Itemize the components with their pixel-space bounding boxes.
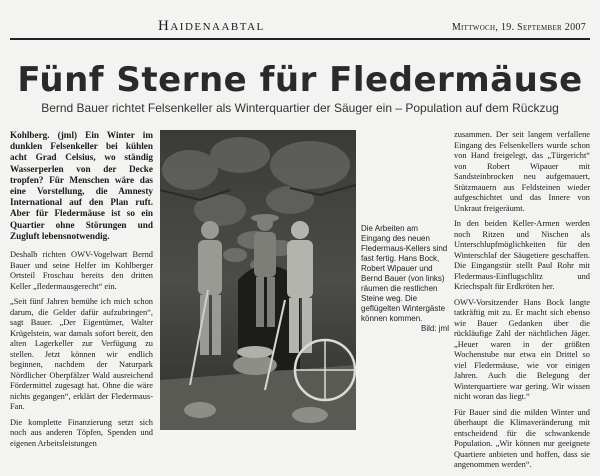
article-lead: Kohlberg. (jml) Ein Winter im dunklen Felsenkeller bei kühlen acht Grad Celsius, wo ständig Wasserperlen von der Decke tropfen? Für Menschen wäre das eine Vorstellung, die Amnesty International auf den Plan ruft. Aber für Fledermäuse ist so ein Quartier ohne Störungen und Zugluft lebensnotwendig. xyxy=(10,130,153,241)
text-column-left xyxy=(10,130,153,454)
photo-credit: Bild: jml xyxy=(420,324,449,333)
paragraph: OWV-Vorsitzender Hans Bock langte tatkräftig mit zu. Er macht sich ebenso wie Bauer Gedanken über die rückläufige Zahl der nächtlichen Jäger. „Heuer waren in der größten Wochenstube nur etwa ein Drittel so viel Fledermäuse, wie vor einigen Jahren. Auch die Belegung der Winterquartiere war gering. Wir wissen nicht woran das liegt.“ xyxy=(454,297,590,401)
text-column-right xyxy=(454,130,590,476)
paragraph: Deshalb richten OWV-Vogelwart Bernd Bauer und seine Helfer im Kohlberger Ortsteil Froschau bereits den dritten Keller „fledermausgerecht“ ein. xyxy=(10,250,153,291)
photo-caption xyxy=(361,224,449,334)
article-photo xyxy=(160,130,356,430)
caption-text: Die Arbeiten am Eingang des neuen Fledermaus-Kellers sind fast fertig. Hans Bock, Robert Wipauer und Bernd Bauer (von links) räumen die restlichen Steine weg. Die geflügelten Wintergäste können kommen. xyxy=(361,224,448,323)
issue-date: Mittwoch, 19. September 2007 xyxy=(451,22,586,33)
paragraph: zusammen. Der seit langem verfallene Eingang des Felsenkellers wurde schon von Hand freigelegt, das „Türgericht“ von Robert Wipauer mit Sandsteinbrocken neu aufgemauert, Stützmauern aus Feldsteinen wieder aufgeschichtet und das Innere von Unkraut freigeräumt. xyxy=(454,130,590,213)
article-headline: Fünf Sterne für Fledermäuse xyxy=(17,60,583,100)
article-subheadline: Bernd Bauer richtet Felsenkeller als Winterquartier der Säuger ein – Population auf dem Rückzug xyxy=(41,101,559,115)
paragraph: Die komplette Finanzierung setzt sich noch aus anderen Töpfen, Spenden und eigenen Arbeitsleistungen xyxy=(10,417,153,448)
section-title: Haidenaabtal xyxy=(158,18,265,34)
paragraph: Für Bauer sind die milden Winter und überhaupt die Klimaveränderung mit entscheidend für die schwankende Population. „Wir können nur geeignete Quartiere anbieten und hoffen, dass sie angenommen werden“. xyxy=(454,407,590,469)
paragraph: In den beiden Keller-Armen werden noch Ritzen und Nischen als Unterschlupfmöglichkeiten für den Winterschlaf der Säugetiere geschaffen. Die Eingangstür stellt Paul Rohr mit Fledermaus-Einflugschlitz und Kriechspalt für Erdkröten her. xyxy=(454,219,590,291)
newspaper-header xyxy=(10,16,590,40)
paragraph: „Seit fünf Jahren bemühe ich mich schon darum, die Gelder dafür aufzubringen“, sagt Bauer. „Der Eigentümer, Walter Krügelstein, war damals sofort bereit, den alten Lagerkeller zur Verfügung zu stellen. Jetzt können wir endlich beginnen, nachdem der Naturpark Nördlicher Oberpfälzer Wald ausreichend Fördermittel zugesagt hat. Ohne die wäre nichts gegangen“, erklärt der Fledermaus-Fan. xyxy=(10,297,153,412)
